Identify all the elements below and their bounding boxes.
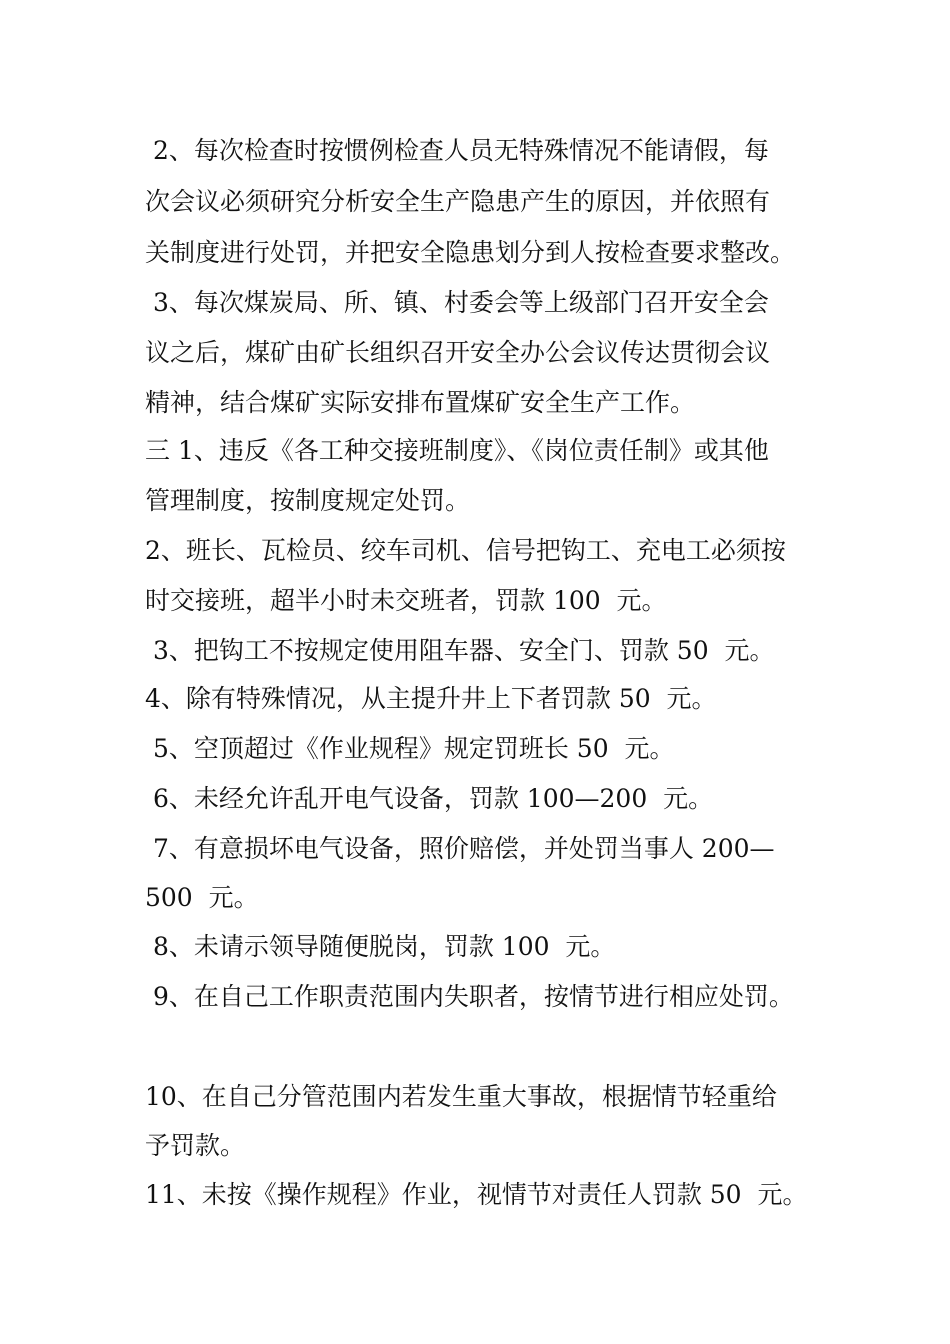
text-line: 3、把钩工不按规定使用阻车器、安全门、罚款 50 元。 bbox=[145, 636, 775, 665]
text-line: 关制度进行处罚，并把安全隐患划分到人按检查要求整改。 bbox=[145, 238, 796, 267]
text-line: 时交接班，超半小时未交班者，罚款 100 元。 bbox=[145, 586, 667, 615]
text-line: 5、空顶超过《作业规程》规定罚班长 50 元。 bbox=[145, 734, 675, 763]
text-line: 10、在自己分管范围内若发生重大事故，根据情节轻重给 bbox=[145, 1082, 777, 1111]
text-line: 11、未按《操作规程》作业，视情节对责任人罚款 50 元。 bbox=[145, 1180, 808, 1209]
text-line: 次会议必须研究分析安全生产隐患产生的原因，并依照有 bbox=[145, 187, 771, 216]
text-line: 4、除有特殊情况，从主提升井上下者罚款 50 元。 bbox=[145, 684, 717, 713]
text-line: 3、每次煤炭局、所、镇、村委会等上级部门召开安全会 bbox=[145, 288, 769, 317]
text-line: 精神，结合煤矿实际安排布置煤矿安全生产工作。 bbox=[145, 388, 696, 417]
text-line: 9、在自己工作职责范围内失职者，按情节进行相应处罚。 bbox=[145, 982, 794, 1011]
text-line: 2、班长、瓦检员、绞车司机、信号把钩工、充电工必须按 bbox=[145, 536, 786, 565]
text-line: 管理制度，按制度规定处罚。 bbox=[145, 486, 471, 515]
text-line: 议之后，煤矿由矿长组织召开安全办公会议传达贯彻会议 bbox=[145, 338, 771, 367]
text-line: 8、未请示领导随便脱岗，罚款 100 元。 bbox=[145, 932, 616, 961]
text-line: 2、每次检查时按惯例检查人员无特殊情况不能请假，每 bbox=[145, 136, 769, 165]
text-line: 500 元。 bbox=[145, 883, 259, 912]
text-line: 三 1、违反《各工种交接班制度》、《岗位责任制》或其他 bbox=[145, 436, 769, 465]
text-line: 6、未经允许乱开电气设备，罚款 100—200 元。 bbox=[145, 784, 714, 813]
text-line: 予罚款。 bbox=[145, 1131, 246, 1160]
text-line: 7、有意损坏电气设备，照价赔偿，并处罚当事人 200— bbox=[145, 834, 775, 863]
